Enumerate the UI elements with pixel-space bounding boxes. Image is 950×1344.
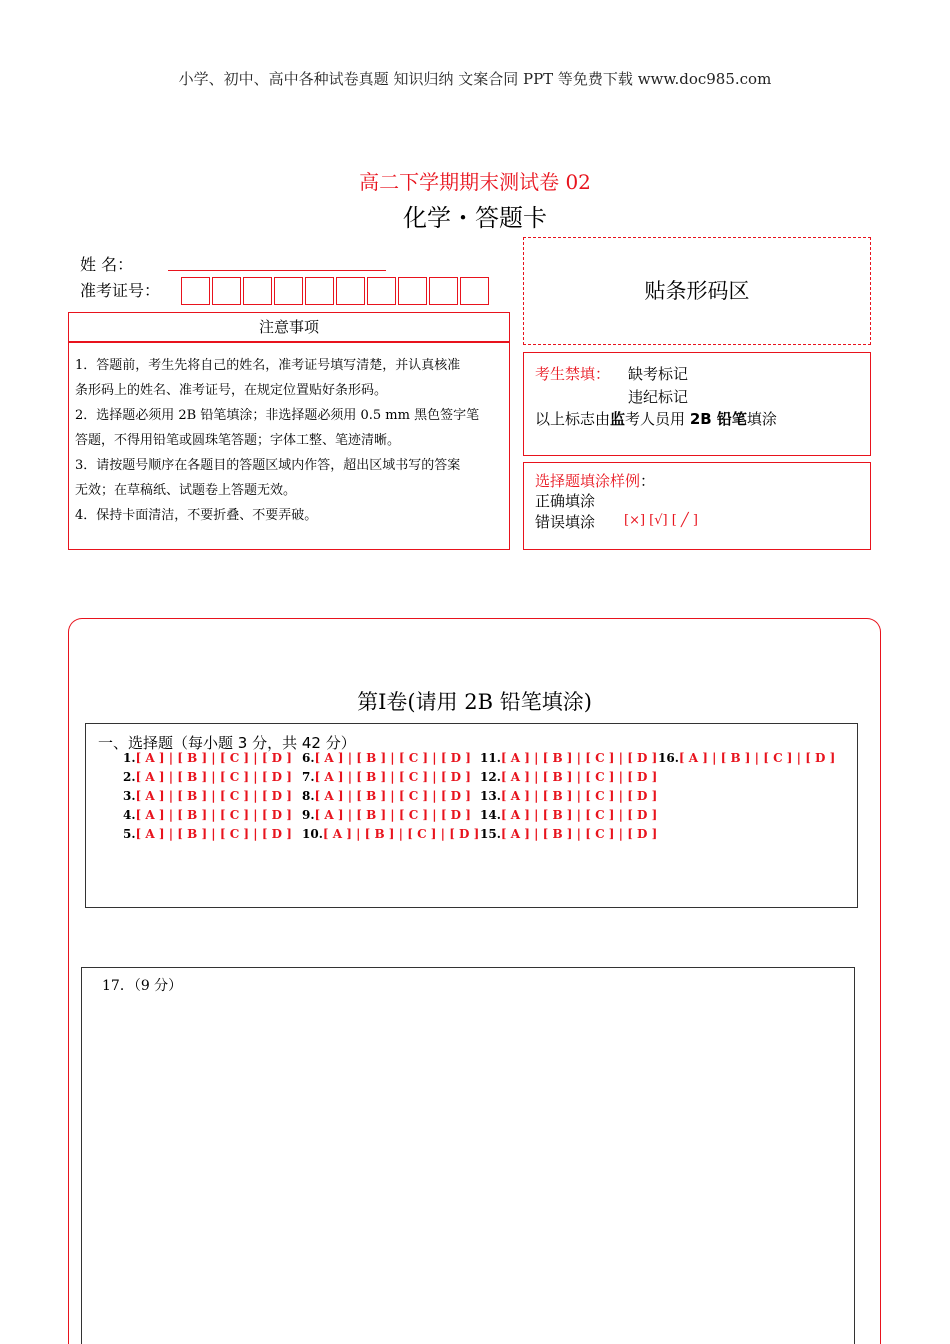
id-digit-box[interactable] <box>243 277 272 305</box>
notice-line: 4．保持卡面清洁，不要折叠、不要弄破。 <box>75 508 318 523</box>
choice-question[interactable] <box>302 751 471 765</box>
question-number: 5. <box>123 827 136 841</box>
answer-options[interactable]: [ A ] | [ B ] | [ C ] | [ D ] <box>135 770 292 784</box>
choice-question[interactable] <box>480 827 657 841</box>
question-number: 10. <box>302 827 323 841</box>
section-title: 第Ⅰ卷(请用 2B 铅笔填涂) <box>357 690 592 714</box>
fill-sample-box <box>523 462 871 550</box>
question-number: 3. <box>123 789 136 803</box>
violation-mark-label: 违纪标记 <box>628 388 689 406</box>
question-number: 12. <box>480 770 501 784</box>
answer-options[interactable]: [ A ] | [ B ] | [ C ] | [ D ] <box>314 808 471 822</box>
choice-question[interactable] <box>123 808 292 822</box>
question-number: 6. <box>302 751 315 765</box>
note-mid: 考人员用 <box>625 410 690 428</box>
choice-question[interactable] <box>480 751 657 765</box>
absent-mark-label: 缺考标记 <box>628 365 689 383</box>
answer-options[interactable]: [ A ] | [ B ] | [ C ] | [ D ] <box>314 770 471 784</box>
exam-title: 高二下学期期末测试卷 02 <box>359 170 591 194</box>
forbidden-note <box>535 408 777 429</box>
id-digit-box[interactable] <box>181 277 210 305</box>
answer-options[interactable]: [ A ] | [ B ] | [ C ] | [ D ] <box>500 789 658 803</box>
note-bold-2: 2B 铅笔 <box>689 410 747 428</box>
answer-card-title: 化学・答题卡 <box>403 204 547 232</box>
question-number: 11. <box>480 751 501 765</box>
notice-line: 3．请按题号顺序在各题目的答题区域内作答，超出区域书写的答案 <box>75 458 461 473</box>
id-digit-box[interactable] <box>460 277 489 305</box>
name-field[interactable] <box>168 270 386 271</box>
name-label: 姓 名： <box>80 255 134 274</box>
notice-heading: 注意事项 <box>68 312 510 342</box>
q17-label: 17．（9 分） <box>102 978 183 994</box>
answer-options[interactable]: [ A ] | [ B ] | [ C ] | [ D ] <box>322 827 480 841</box>
forbidden-fill-box <box>523 352 871 456</box>
sample-heading <box>535 470 655 491</box>
answer-options[interactable]: [ A ] | [ B ] | [ C ] | [ D ] <box>500 827 658 841</box>
sample-colon: ： <box>640 472 656 490</box>
id-number-boxes[interactable] <box>181 277 491 305</box>
id-digit-box[interactable] <box>398 277 427 305</box>
notice-line: 2．选择题必须用 2B 铅笔填涂；非选择题必须用 0.5 mm 黑色签字笔 <box>75 408 480 423</box>
question-number: 16. <box>658 751 679 765</box>
answer-options[interactable]: [ A ] | [ B ] | [ C ] | [ D ] <box>678 751 836 765</box>
site-header: 小学、初中、高中各种试卷真题 知识归纳 文案合同 PPT 等免费下载 www.doc985.com <box>178 70 772 88</box>
answer-options[interactable]: [ A ] | [ B ] | [ C ] | [ D ] <box>135 751 292 765</box>
question-number: 14. <box>480 808 501 822</box>
choice-question[interactable] <box>123 827 292 841</box>
choice-question[interactable] <box>480 808 657 822</box>
answer-options[interactable]: [ A ] | [ B ] | [ C ] | [ D ] <box>314 751 471 765</box>
notice-line: 答题，不得用铅笔或圆珠笔答题；字体工整、笔迹清晰。 <box>75 433 401 448</box>
note-suffix: 填涂 <box>746 410 777 428</box>
choice-question[interactable] <box>658 751 835 765</box>
choice-question[interactable] <box>123 770 292 784</box>
note-prefix: 以上标志由 <box>535 410 611 428</box>
id-digit-box[interactable] <box>212 277 241 305</box>
answer-options[interactable]: [ A ] | [ B ] | [ C ] | [ D ] <box>500 751 658 765</box>
answer-options[interactable]: [ A ] | [ B ] | [ C ] | [ D ] <box>500 770 658 784</box>
question-number: 4. <box>123 808 136 822</box>
note-bold-1: 监 <box>610 410 626 428</box>
id-digit-box[interactable] <box>305 277 334 305</box>
question-number: 1. <box>123 751 136 765</box>
question-number: 13. <box>480 789 501 803</box>
choice-question[interactable] <box>302 827 479 841</box>
forbidden-label: 考生禁填： <box>535 365 611 383</box>
choice-question[interactable] <box>123 789 292 803</box>
notice-body <box>68 342 510 550</box>
notice-line: 条形码上的姓名、准考证号，在规定位置贴好条形码。 <box>75 383 388 398</box>
question-number: 8. <box>302 789 315 803</box>
notice-line: 1．答题前，考生先将自己的姓名，准考证号填写清楚，并认真核准 <box>75 358 461 373</box>
id-digit-box[interactable] <box>429 277 458 305</box>
answer-options[interactable]: [ A ] | [ B ] | [ C ] | [ D ] <box>314 789 471 803</box>
question-number: 15. <box>480 827 501 841</box>
correct-fill-label: 正确填涂 <box>535 492 596 510</box>
choice-question[interactable] <box>302 770 471 784</box>
question-number: 7. <box>302 770 315 784</box>
question-number: 9. <box>302 808 315 822</box>
id-digit-box[interactable] <box>367 277 396 305</box>
wrong-fill-label: 错误填涂 <box>535 513 596 531</box>
barcode-area: 贴条形码区 <box>523 237 871 345</box>
wrong-fill-marks: [×] [√] [ ╱ ] <box>624 513 698 528</box>
answer-options[interactable]: [ A ] | [ B ] | [ C ] | [ D ] <box>500 808 658 822</box>
sample-label: 选择题填涂样例 <box>535 472 641 490</box>
choice-question[interactable] <box>480 770 657 784</box>
notice-line: 无效；在草稿纸、试题卷上答题无效。 <box>75 483 297 498</box>
multiple-choice-heading: 一、选择题（每小题 3 分，共 42 分） <box>98 734 356 752</box>
answer-options[interactable]: [ A ] | [ B ] | [ C ] | [ D ] <box>135 789 292 803</box>
choice-question[interactable] <box>302 808 471 822</box>
choice-question[interactable] <box>302 789 471 803</box>
answer-options[interactable]: [ A ] | [ B ] | [ C ] | [ D ] <box>135 808 292 822</box>
q17-answer-box[interactable] <box>81 967 855 1344</box>
question-number: 2. <box>123 770 136 784</box>
id-label: 准考证号： <box>80 281 161 300</box>
id-digit-box[interactable] <box>336 277 365 305</box>
id-digit-box[interactable] <box>274 277 303 305</box>
choice-question[interactable] <box>123 751 292 765</box>
choice-question[interactable] <box>480 789 657 803</box>
answer-options[interactable]: [ A ] | [ B ] | [ C ] | [ D ] <box>135 827 292 841</box>
